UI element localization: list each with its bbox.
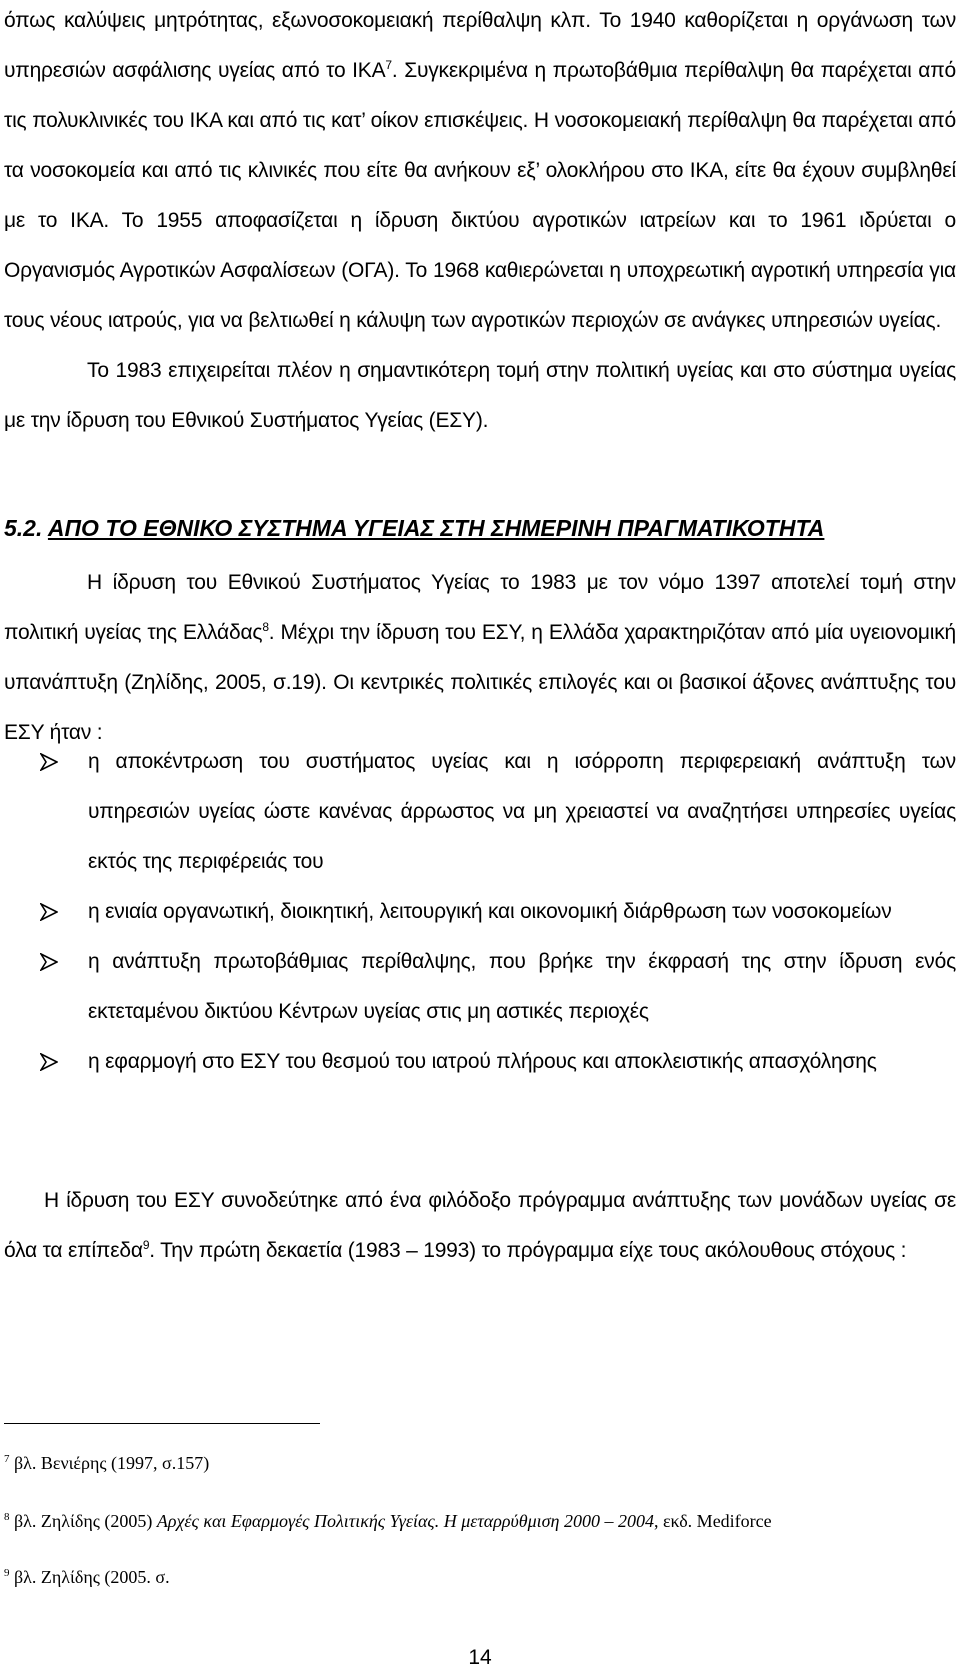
footnote-7 (4, 1452, 956, 1474)
footnote-text: βλ. Ζηλίδης (2005. σ. (14, 1567, 170, 1587)
arrowhead-bullet-icon (40, 753, 58, 771)
list-item-text: η ενιαία οργανωτική, διοικητική, λειτουργική και οικονομική διάρθρωση των νοσοκομείων (88, 900, 892, 923)
footnote-ref-7[interactable]: 7 (385, 58, 392, 72)
footnote-book-title: Αρχές και Εφαρμογές Πολιτικής Υγείας. Η μεταρρύθμιση 2000 – 2004 (156, 1511, 654, 1531)
footnote-text: βλ. Ζηλίδης (2005) (14, 1511, 157, 1531)
footnote-separator (4, 1423, 320, 1424)
paragraph-development-program (4, 1176, 956, 1276)
paragraph-history-text-a: όπως καλύψεις μητρότητας, εξωνοσοκομειακή περίθαλψη κλπ. Το 1940 καθορίζεται η οργάνωση των υπηρεσιών ασφάλισης υγείας από το ΙΚΑ (4, 9, 956, 82)
arrowhead-bullet-icon (40, 903, 58, 921)
section-heading (4, 508, 956, 548)
section-number: 5.2. (4, 515, 43, 541)
footnote-ref-8[interactable]: 8 (262, 620, 269, 634)
page-number: 14 (468, 1646, 492, 1669)
paragraph-history (4, 0, 956, 346)
paragraph-esy-intro-text-b: . Μέχρι την ίδρυση του ΕΣΥ, η Ελλάδα χαρακτηριζόταν από μία υγειονομική υπανάπτυξη (Ζηλίδης, 2005, σ.19). Οι κεντρικές πολιτικές επιλογές και οι βασικοί άξονες ανάπτυξης του ΕΣΥ ήταν : (4, 621, 956, 744)
paragraph-development-program-text-b: . Την πρώτη δεκαετία (1983 – 1993) το πρόγραμμα είχε τους ακόλουθους στόχους : (149, 1239, 907, 1262)
list-item-text: η εφαρμογή στο ΕΣΥ του θεσμού του ιατρού πλήρους και αποκλειστικής απασχόλησης (88, 1050, 877, 1073)
policy-axes-list (40, 737, 956, 1087)
list-item-text: η αποκέντρωση του συστήματος υγείας και η ισόρροπη περιφερειακή ανάπτυξη των υπηρεσιών υγείας ώστε κανένας άρρωστος να μη χρειαστεί να αναζητήσει υπηρεσίες υγείας εκτός της περιφέρειάς του (88, 750, 956, 873)
list-item (40, 887, 956, 937)
arrowhead-bullet-icon (40, 953, 58, 971)
footnote-mark: 7 (4, 1453, 10, 1465)
paragraph-development-program-text-a: Η ίδρυση του ΕΣΥ συνοδεύτηκε από ένα φιλόδοξο πρόγραμμα ανάπτυξης των μονάδων υγείας σε όλα τα επίπεδα (4, 1189, 956, 1262)
list-item (40, 737, 956, 887)
footnote-ref-9[interactable]: 9 (142, 1238, 150, 1252)
paragraph-history-text-b: . Συγκεκριμένα η πρωτοβάθμια περίθαλψη θα παρέχεται από τις πολυκλινικές του ΙΚΑ και από τις κατ’ οίκον επισκέψεις. Η νοσοκομειακή περίθαλψη θα παρέχεται από τα νοσοκομεία και από τις κλινικές που είτε θα ανήκουν εξ’ ολοκλήρου στο ΙΚΑ, είτε θα έχουν συμβληθεί με το ΙΚΑ. Το 1955 αποφασίζεται η ίδρυση δικτύου αγροτικών ιατρείων και το 1961 ιδρύεται ο Οργανισμός Αγροτικών Ασφαλίσεων (ΟΓΑ). Το 1968 καθιερώνεται η υποχρεωτική αγροτική υπηρεσία για τους νέους ιατρούς, για να βελτιωθεί η κάλυψη των αγροτικών περιοχών σε ανάγκες υπηρεσιών υγείας. (4, 59, 956, 332)
list-item-text: η ανάπτυξη πρωτοβάθμιας περίθαλψης, που βρήκε την έκφρασή της στην ίδρυση ενός εκτεταμένου δικτύου Κέντρων υγείας στις μη αστικές περιοχές (88, 950, 956, 1023)
footnote-mark: 8 (4, 1511, 10, 1523)
footnote-text-publisher: , εκδ. Mediforce (653, 1511, 772, 1531)
list-item (40, 1037, 956, 1087)
footnote-9 (4, 1566, 956, 1588)
paragraph-esy-intro-text-a: Η ίδρυση του Εθνικού Συστήματος Υγείας το 1983 με τον νόμο 1397 αποτελεί τομή στην πολιτική υγείας της Ελλάδας (4, 571, 956, 644)
paragraph-esy-founding: Το 1983 επιχειρείται πλέον η σημαντικότερη τομή στην πολιτική υγείας και στο σύστημα υγείας με την ίδρυση του Εθνικού Συστήματος Υγείας (ΕΣΥ). (4, 359, 956, 432)
list-item (40, 937, 956, 1037)
footnote-mark: 9 (4, 1567, 10, 1579)
section-title: ΑΠΟ ΤΟ ΕΘΝΙΚΟ ΣΥΣΤΗΜΑ ΥΓΕΙΑΣ ΣΤΗ ΣΗΜΕΡΙΝΗ ΠΡΑΓΜΑΤΙΚΟΤΗΤΑ (47, 515, 825, 541)
footnote-8 (4, 1510, 956, 1532)
arrowhead-bullet-icon (40, 1053, 58, 1071)
paragraph-esy-intro (4, 558, 956, 758)
footnote-text: βλ. Βενιέρης (1997, σ.157) (14, 1453, 210, 1473)
